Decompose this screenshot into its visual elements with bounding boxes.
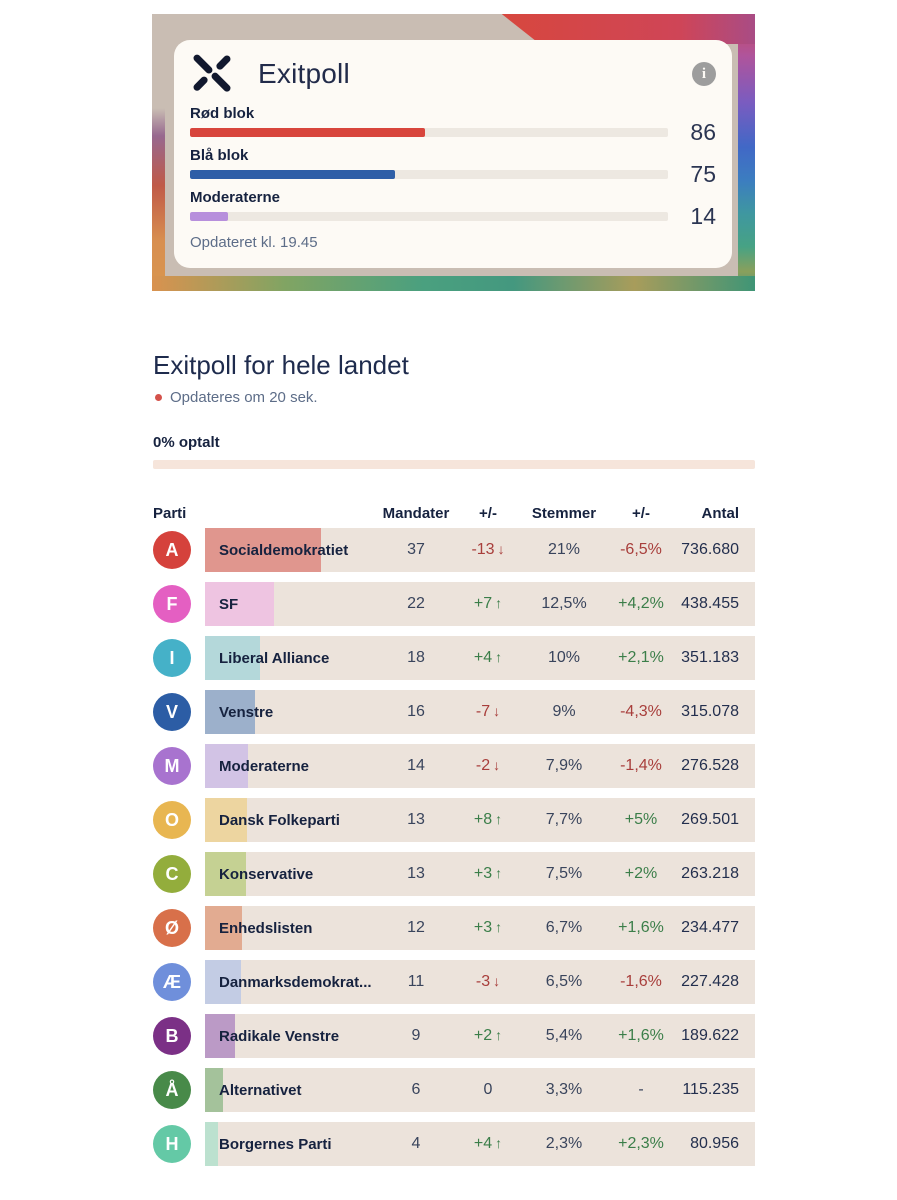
- mandater-change: +3 ↑: [473, 865, 503, 882]
- mandater-value: 13: [407, 811, 425, 828]
- trend-up-arrow-icon: ↑: [495, 811, 503, 827]
- refresh-status: [153, 388, 755, 406]
- bloc-label: Rød blok: [190, 105, 255, 122]
- mandater-change: -2 ↓: [475, 757, 501, 774]
- mandater-value: 12: [407, 919, 425, 936]
- table-row: [153, 960, 755, 1004]
- stemmer-change: +1,6%: [618, 919, 664, 936]
- exitpoll-card: [174, 40, 732, 268]
- stemmer-value: 12,5%: [541, 595, 587, 612]
- mandater-value: 11: [407, 973, 425, 990]
- mandater-value: 22: [407, 595, 425, 612]
- party-vote-bar: [205, 636, 755, 680]
- mandater-change: -13 ↓: [471, 541, 505, 558]
- stemmer-change: +5%: [624, 811, 658, 828]
- party-letter-badge: B: [153, 1017, 191, 1055]
- party-letter-badge: Å: [153, 1071, 191, 1109]
- antal-value: 276.528: [681, 757, 739, 774]
- antal-value: 438.455: [681, 595, 739, 612]
- mandater-change: +8 ↑: [473, 811, 503, 828]
- party-letter-badge: A: [153, 531, 191, 569]
- trend-up-arrow-icon: ↑: [495, 649, 503, 665]
- stemmer-value: 9%: [552, 703, 576, 720]
- trend-down-arrow-icon: ↓: [493, 703, 501, 719]
- main-section: [153, 348, 755, 1176]
- stemmer-value: 21%: [547, 541, 581, 558]
- stemmer-change: +4,2%: [618, 595, 664, 612]
- exitpoll-widget: [152, 14, 755, 291]
- stemmer-change: -1,4%: [620, 757, 662, 774]
- gradient-frame-left: [152, 14, 165, 291]
- stemmer-value: 7,9%: [545, 757, 583, 774]
- party-letter-badge: Ø: [153, 909, 191, 947]
- antal-value: 80.956: [690, 1135, 739, 1152]
- stemmer-value: 3,3%: [545, 1081, 583, 1098]
- party-letter-badge: M: [153, 747, 191, 785]
- col-antal: Antal: [701, 504, 739, 522]
- trend-up-arrow-icon: ↑: [495, 595, 503, 611]
- bloc-bar-group: [190, 105, 716, 146]
- col-parti: Parti: [153, 504, 187, 522]
- stemmer-change: +2%: [624, 865, 658, 882]
- bloc-bar-fill: [190, 128, 425, 137]
- bloc-bar-group: [190, 189, 716, 230]
- party-vote-bar: [205, 798, 755, 842]
- party-vote-bar: [205, 528, 755, 572]
- gradient-frame-right: [738, 14, 755, 291]
- table-row: [153, 1122, 755, 1166]
- mandater-change: -3 ↓: [475, 973, 501, 990]
- antal-value: 351.183: [681, 649, 739, 666]
- table-header: [153, 504, 755, 522]
- stemmer-change: +1,6%: [618, 1027, 664, 1044]
- party-name: Liberal Alliance: [219, 649, 330, 667]
- widget-updated-text: Opdateret kl. 19.45: [190, 234, 318, 251]
- bloc-bar-group: [190, 147, 716, 188]
- trend-up-arrow-icon: ↑: [495, 919, 503, 935]
- widget-title: Exitpoll: [258, 58, 350, 89]
- party-vote-bar: [205, 852, 755, 896]
- col-stemmer: Stemmer: [531, 504, 597, 522]
- table-row: [153, 582, 755, 626]
- stemmer-value: 5,4%: [545, 1027, 583, 1044]
- mandater-change: +4 ↑: [473, 1135, 503, 1152]
- table-row: [153, 906, 755, 950]
- table-row: [153, 690, 755, 734]
- mandater-value: 9: [411, 1027, 421, 1044]
- bloc-bar-fill: [190, 212, 228, 221]
- antal-value: 115.235: [682, 1081, 739, 1098]
- table-row: [153, 528, 755, 572]
- table-row: [153, 798, 755, 842]
- antal-value: 315.078: [681, 703, 739, 720]
- party-vote-bar: [205, 906, 755, 950]
- bloc-label: Moderaterne: [190, 189, 281, 206]
- col-mandater: Mandater: [382, 504, 450, 522]
- bloc-seats-value: 75: [690, 161, 716, 187]
- table-row: [153, 1068, 755, 1112]
- bloc-bar-track: [190, 170, 668, 179]
- party-name: Dansk Folkeparti: [219, 811, 340, 829]
- party-name: Moderaterne: [219, 757, 310, 775]
- mandater-value: 18: [407, 649, 425, 666]
- antal-value: 227.428: [681, 973, 739, 990]
- antal-value: 263.218: [681, 865, 739, 882]
- mandater-value: 13: [407, 865, 425, 882]
- party-letter-badge: F: [153, 585, 191, 623]
- trend-down-arrow-icon: ↓: [493, 757, 501, 773]
- party-letter-badge: O: [153, 801, 191, 839]
- party-letter-badge: I: [153, 639, 191, 677]
- mandater-change: +7 ↑: [473, 595, 503, 612]
- antal-value: 234.477: [681, 919, 739, 936]
- col-stemmer-change: +/-: [632, 504, 650, 522]
- counted-progressbar: [153, 460, 755, 469]
- party-letter-badge: Æ: [153, 963, 191, 1001]
- bloc-bars: [190, 105, 716, 230]
- mandater-change: +2 ↑: [473, 1027, 503, 1044]
- stemmer-change: -: [638, 1081, 644, 1098]
- trend-up-arrow-icon: ↑: [495, 1027, 503, 1043]
- party-letter-badge: C: [153, 855, 191, 893]
- vote-cross-logo-icon: [190, 52, 234, 96]
- stemmer-value: 2,3%: [545, 1135, 583, 1152]
- section-heading: Exitpoll for hele landet: [153, 350, 409, 380]
- party-name: Konservative: [219, 865, 314, 883]
- stemmer-value: 6,5%: [545, 973, 583, 990]
- gradient-frame-bottom: [152, 276, 755, 291]
- mandater-change: -7 ↓: [475, 703, 501, 720]
- mandater-value: 37: [407, 541, 425, 558]
- bloc-bar-track: [190, 128, 668, 137]
- stemmer-change: -1,6%: [620, 973, 662, 990]
- stemmer-value: 6,7%: [545, 919, 583, 936]
- party-name: Danmarksdemokrat...: [219, 973, 372, 991]
- mandater-value: 6: [411, 1081, 421, 1098]
- party-vote-bar: [205, 1068, 755, 1112]
- party-letter-badge: V: [153, 693, 191, 731]
- stemmer-value: 7,7%: [545, 811, 583, 828]
- trend-up-arrow-icon: ↑: [495, 1135, 503, 1151]
- bloc-bar-fill: [190, 170, 395, 179]
- refresh-note: Opdateres om 20 sek.: [170, 388, 318, 406]
- party-name: Radikale Venstre: [219, 1027, 340, 1045]
- table-row: [153, 744, 755, 788]
- party-vote-bar: [205, 582, 755, 626]
- mandater-value: 4: [411, 1135, 421, 1152]
- mandater-change: 0: [483, 1081, 493, 1098]
- party-vote-bar: [205, 690, 755, 734]
- mandater-change: +3 ↑: [473, 919, 503, 936]
- bloc-seats-value: 14: [690, 203, 716, 229]
- stemmer-change: +2,1%: [618, 649, 664, 666]
- mandater-change: +4 ↑: [473, 649, 503, 666]
- bloc-seats-value: 86: [690, 119, 716, 145]
- party-letter-badge: H: [153, 1125, 191, 1163]
- stemmer-change: +2,3%: [618, 1135, 664, 1152]
- stemmer-change: -4,3%: [620, 703, 662, 720]
- party-vote-bar: [205, 960, 755, 1004]
- table-row: [153, 636, 755, 680]
- counted-label: 0% optalt: [153, 434, 220, 451]
- info-icon[interactable]: i: [692, 62, 716, 86]
- party-table: [153, 528, 755, 1166]
- antal-value: 189.622: [681, 1027, 739, 1044]
- party-name: SF: [219, 595, 239, 613]
- card-header: [190, 52, 716, 96]
- party-name: Enhedslisten: [219, 919, 313, 937]
- party-vote-bar: [205, 744, 755, 788]
- antal-value: 736.680: [681, 541, 739, 558]
- stemmer-value: 10%: [547, 649, 581, 666]
- mandater-value: 14: [407, 757, 425, 774]
- party-name: Alternativet: [219, 1081, 302, 1099]
- party-name: Venstre: [219, 703, 274, 721]
- stemmer-change: -6,5%: [620, 541, 662, 558]
- trend-down-arrow-icon: ↓: [493, 973, 501, 989]
- trend-up-arrow-icon: ↑: [495, 865, 503, 881]
- table-row: [153, 852, 755, 896]
- table-row: [153, 1014, 755, 1058]
- refresh-dot-icon: [155, 394, 162, 401]
- antal-value: 269.501: [681, 811, 739, 828]
- party-name: Borgernes Parti: [219, 1135, 332, 1153]
- party-name: Socialdemokratiet: [219, 541, 349, 559]
- stemmer-value: 7,5%: [545, 865, 583, 882]
- mandater-value: 16: [407, 703, 425, 720]
- party-vote-bar: [205, 1014, 755, 1058]
- bloc-bar-track: [190, 212, 668, 221]
- party-vote-bar: [205, 1122, 755, 1166]
- bloc-label: Blå blok: [190, 147, 249, 164]
- trend-down-arrow-icon: ↓: [497, 541, 505, 557]
- col-mandater-change: +/-: [479, 504, 497, 522]
